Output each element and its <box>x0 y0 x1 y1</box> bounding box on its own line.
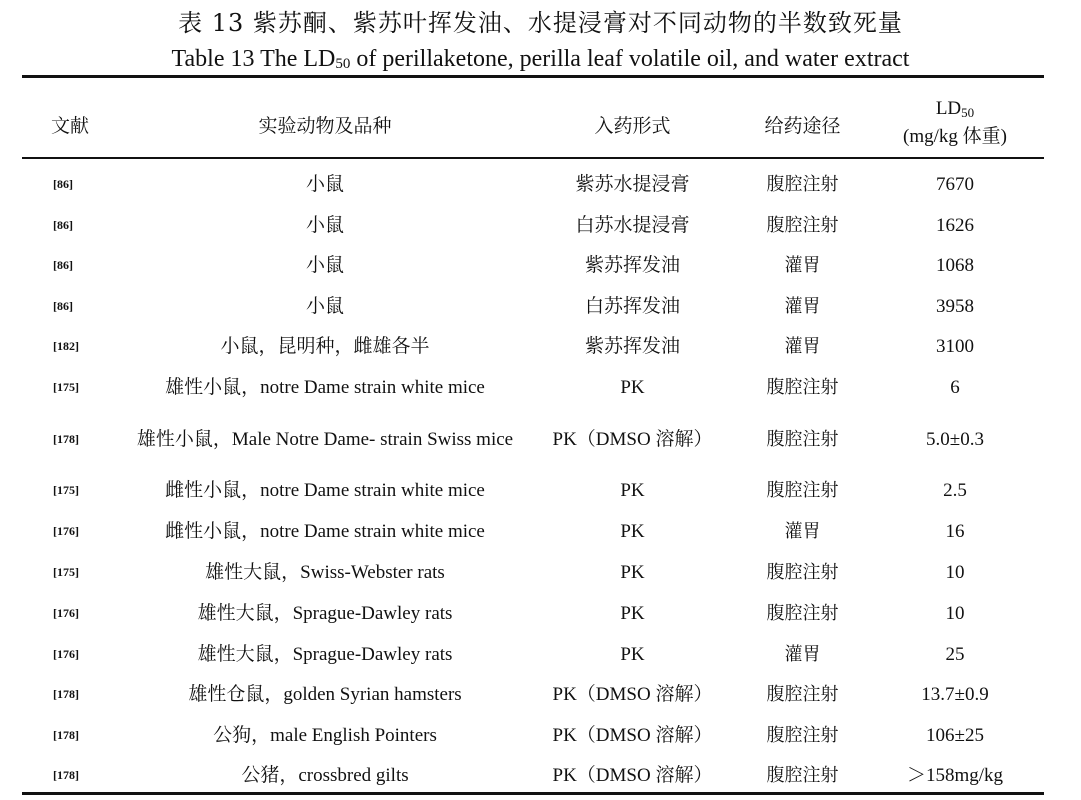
cell-route: 腹腔注射 <box>766 724 839 746</box>
cell-reference: [86] <box>53 176 73 191</box>
cell-animal: 公狗，male English Pointers <box>213 724 437 746</box>
header-reference: 文献 <box>50 114 89 137</box>
cell-reference: [178] <box>53 727 79 742</box>
cell-ld50: 1068 <box>936 254 974 276</box>
table-row <box>0 368 1081 406</box>
cell-ld50: 1626 <box>936 214 974 236</box>
header-form: 入药形式 <box>594 114 671 137</box>
cell-route: 灌胃 <box>784 295 821 317</box>
cell-ld50: 16 <box>945 520 965 542</box>
cell-animal: 小鼠，昆明种，雌雄各半 <box>220 335 430 357</box>
cell-animal: 雄性大鼠，Sprague-Dawley rats <box>197 602 453 624</box>
table-row <box>0 287 1081 325</box>
table-row <box>0 409 1081 469</box>
cell-form: 紫苏挥发油 <box>584 335 680 357</box>
cell-ld50: ＞158mg/kg <box>906 764 1004 786</box>
cell-animal: 小鼠 <box>305 254 344 276</box>
cell-animal: 公猪，crossbred gilts <box>241 764 409 786</box>
cell-reference: [86] <box>53 298 73 313</box>
cell-form: PK <box>620 561 645 583</box>
cell-form: PK <box>620 479 645 501</box>
cell-ld50: 25 <box>945 643 965 665</box>
cell-form: PK <box>620 602 645 624</box>
cell-animal: 雄性大鼠，Sprague-Dawley rats <box>197 643 453 665</box>
table-row <box>0 756 1081 794</box>
cell-animal: 小鼠 <box>305 295 344 317</box>
cell-route: 灌胃 <box>784 520 821 542</box>
header-ld50-subscript: 50 <box>961 104 975 120</box>
cell-form: 白苏挥发油 <box>584 295 680 317</box>
cell-animal: 小鼠 <box>305 173 344 195</box>
cell-form: PK（DMSO 溶解） <box>552 683 713 705</box>
table-row <box>0 165 1081 203</box>
cell-ld50: 10 <box>945 561 965 583</box>
cell-route: 腹腔注射 <box>766 376 839 398</box>
table-row <box>0 512 1081 550</box>
cell-form: PK（DMSO 溶解） <box>552 724 713 746</box>
cell-reference: [178] <box>53 431 79 446</box>
cell-reference: [175] <box>53 379 79 394</box>
cell-reference: [178] <box>53 767 79 782</box>
cell-route: 灌胃 <box>784 254 821 276</box>
cell-animal: 雄性仓鼠，golden Syrian hamsters <box>188 683 462 705</box>
cell-reference: [176] <box>53 523 79 538</box>
table-title-english-prefix: Table 13 The LD <box>171 46 336 72</box>
cell-form: PK（DMSO 溶解） <box>552 764 713 786</box>
table-row <box>0 246 1081 284</box>
table-top-rule <box>22 75 1044 78</box>
cell-route: 腹腔注射 <box>766 173 839 195</box>
cell-form: PK（DMSO 溶解） <box>552 428 713 450</box>
cell-route: 腹腔注射 <box>766 683 839 705</box>
cell-route: 腹腔注射 <box>766 214 839 236</box>
table-header-rule <box>22 157 1044 159</box>
table-title-english-subscript: 50 <box>335 56 351 72</box>
cell-ld50: 3100 <box>936 335 974 357</box>
table-row <box>0 327 1081 365</box>
header-ld50-main: LD <box>935 97 962 119</box>
cell-animal: 雌性小鼠，notre Dame strain white mice <box>165 479 485 501</box>
cell-route: 腹腔注射 <box>766 561 839 583</box>
cell-animal: 小鼠 <box>305 214 344 236</box>
cell-ld50: 2.5 <box>943 479 967 501</box>
table-row <box>0 716 1081 754</box>
cell-ld50: 6 <box>950 376 960 398</box>
cell-form: PK <box>620 376 645 398</box>
cell-route: 腹腔注射 <box>766 602 839 624</box>
table-title-chinese: 表 13 紫苏酮、紫苏叶挥发油、水提浸膏对不同动物的半数致死量 <box>178 9 903 37</box>
cell-ld50: 7670 <box>936 173 974 195</box>
cell-reference: [176] <box>53 646 79 661</box>
table-row <box>0 471 1081 509</box>
table-row <box>0 206 1081 244</box>
cell-reference: [175] <box>53 564 79 579</box>
table-title-english-suffix: of perillaketone, perilla leaf volatile oil, and water extract <box>350 46 910 72</box>
cell-ld50: 5.0±0.3 <box>926 428 984 450</box>
cell-reference: [182] <box>53 338 79 353</box>
header-ld50-unit: (mg/kg 体重) <box>903 125 1007 147</box>
header-route: 给药途径 <box>764 114 841 137</box>
cell-route: 灌胃 <box>784 335 821 357</box>
cell-ld50: 106±25 <box>926 724 984 746</box>
cell-form: PK <box>620 643 645 665</box>
table-row <box>0 553 1081 591</box>
table-row <box>0 635 1081 673</box>
cell-animal: 雄性小鼠，Male Notre Dame- strain Swiss mice <box>136 428 514 450</box>
cell-route: 灌胃 <box>784 643 821 665</box>
table-bottom-rule <box>22 792 1044 795</box>
cell-animal: 雄性大鼠，Swiss-Webster rats <box>205 561 445 583</box>
cell-route: 腹腔注射 <box>766 479 839 501</box>
table-row <box>0 675 1081 713</box>
cell-reference: [178] <box>53 686 79 701</box>
cell-reference: [86] <box>53 217 73 232</box>
table-row <box>0 594 1081 632</box>
header-ld50-label <box>936 96 974 123</box>
cell-form: 白苏水提浸膏 <box>575 214 690 236</box>
cell-reference: [175] <box>53 482 79 497</box>
cell-ld50: 13.7±0.9 <box>921 683 989 705</box>
cell-reference: [176] <box>53 605 79 620</box>
cell-form: PK <box>620 520 645 542</box>
cell-form: 紫苏水提浸膏 <box>575 173 690 195</box>
cell-form: 紫苏挥发油 <box>584 254 680 276</box>
cell-animal: 雄性小鼠，notre Dame strain white mice <box>165 376 485 398</box>
header-animal: 实验动物及品种 <box>258 114 392 137</box>
cell-route: 腹腔注射 <box>766 764 839 786</box>
cell-ld50: 3958 <box>936 295 974 317</box>
cell-route: 腹腔注射 <box>766 428 839 450</box>
cell-reference: [86] <box>53 257 73 272</box>
cell-ld50: 10 <box>945 602 965 624</box>
table-title-english <box>0 44 1081 77</box>
header-ld50 <box>870 90 1040 156</box>
cell-animal: 雌性小鼠，notre Dame strain white mice <box>165 520 485 542</box>
